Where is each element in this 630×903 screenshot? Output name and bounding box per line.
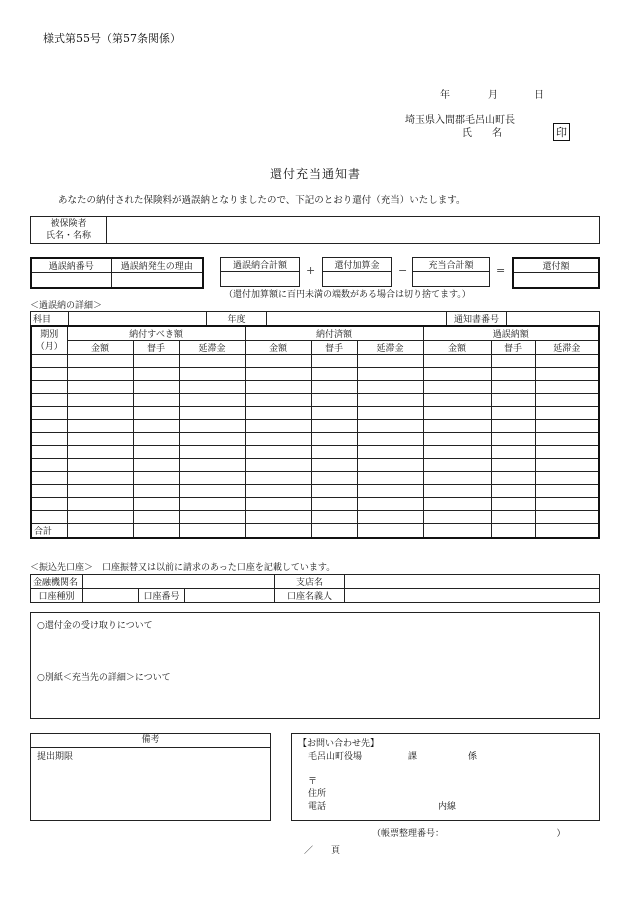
receipt-note: ○還付金の受け取りについて (37, 621, 153, 631)
detail-cell[interactable] (67, 394, 133, 407)
detail-cell[interactable] (31, 511, 67, 524)
detail-cell[interactable] (67, 420, 133, 433)
account-number-field[interactable] (185, 589, 275, 603)
detail-row (31, 485, 599, 498)
detail-cell[interactable] (31, 485, 67, 498)
detail-row (31, 459, 599, 472)
detail-cell[interactable] (535, 511, 599, 524)
detail-cell[interactable] (67, 407, 133, 420)
detail-cell[interactable] (535, 420, 599, 433)
detail-cell[interactable] (179, 407, 245, 420)
detail-cell[interactable] (31, 420, 67, 433)
detail-cell[interactable] (67, 472, 133, 485)
account-number-label: 口座番号 (139, 589, 185, 603)
detail-cell[interactable] (179, 472, 245, 485)
official-seal: 印 (553, 123, 570, 141)
account-holder-label: 口座名義人 (275, 589, 345, 603)
detail-cell[interactable] (423, 498, 491, 511)
detail-cell[interactable] (491, 498, 535, 511)
over-amount-header: 金額 (423, 341, 491, 355)
detail-cell[interactable] (535, 355, 599, 368)
detail-cell[interactable] (133, 381, 179, 394)
total-cell[interactable] (357, 524, 423, 539)
detail-cell[interactable] (357, 368, 423, 381)
subject-label: 科目 (31, 312, 69, 326)
detail-cell[interactable] (179, 433, 245, 446)
subject-field[interactable] (69, 312, 207, 326)
detail-cell[interactable] (357, 394, 423, 407)
total-cell[interactable] (535, 524, 599, 539)
detail-cell[interactable] (491, 355, 535, 368)
over-group-header: 過誤納額 (423, 326, 599, 341)
bank-heading: ＜振込先口座＞ 口座振替又は以前に請求のあった口座を記載しています。 (30, 563, 336, 573)
overpay-info-table (30, 257, 204, 289)
detail-table (30, 325, 600, 539)
detail-cell[interactable] (245, 394, 311, 407)
overpay-total-label: 過誤納合計額 (221, 258, 300, 272)
detail-cell[interactable] (31, 472, 67, 485)
issuer-name-label: 氏 名 (462, 128, 502, 139)
detail-cell[interactable] (357, 472, 423, 485)
detail-cell[interactable] (31, 459, 67, 472)
detail-cell[interactable] (245, 368, 311, 381)
page-number: ／ 頁 (304, 846, 341, 856)
detail-cell[interactable] (31, 394, 67, 407)
over-delinquency-header: 延滞金 (535, 341, 599, 355)
overpay-reason-label: 過誤納発生の理由 (111, 258, 203, 273)
detail-cell[interactable] (423, 446, 491, 459)
detail-cell[interactable] (31, 407, 67, 420)
minus-sign: − (398, 264, 408, 277)
detail-row (31, 498, 599, 511)
detail-cell[interactable] (423, 472, 491, 485)
detail-cell[interactable] (357, 420, 423, 433)
postal-label: 〒 (308, 777, 318, 787)
biko-box (30, 733, 271, 821)
institution-field[interactable] (83, 575, 275, 589)
due-reminder-header: 督手 (133, 341, 179, 355)
ka-label: 課 (408, 752, 418, 762)
detail-cell[interactable] (133, 420, 179, 433)
detail-row (31, 394, 599, 407)
office-name: 毛呂山町役場 (308, 752, 363, 762)
total-cell[interactable] (133, 524, 179, 539)
refund-addition-table (322, 257, 392, 287)
paid-delinquency-header: 延滞金 (357, 341, 423, 355)
detail-row (31, 472, 599, 485)
due-group-header: 納付すべき額 (67, 326, 245, 341)
detail-cell[interactable] (179, 355, 245, 368)
insured-label-line1: 被保険者 (50, 219, 87, 229)
detail-cell[interactable] (179, 381, 245, 394)
refund-amount-label: 還付額 (513, 258, 599, 273)
detail-cell[interactable] (423, 511, 491, 524)
detail-cell[interactable] (133, 407, 179, 420)
total-cell[interactable] (245, 524, 311, 539)
detail-cell[interactable] (67, 511, 133, 524)
detail-cell[interactable] (423, 433, 491, 446)
detail-cell[interactable] (423, 420, 491, 433)
detail-cell[interactable] (311, 459, 357, 472)
refund-amount-table (512, 257, 600, 289)
detail-cell[interactable] (357, 498, 423, 511)
detail-cell[interactable] (133, 498, 179, 511)
detail-cell[interactable] (423, 459, 491, 472)
detail-cell[interactable] (245, 446, 311, 459)
detail-cell[interactable] (535, 433, 599, 446)
detail-meta-table (30, 311, 600, 326)
detail-cell[interactable] (535, 394, 599, 407)
detail-cell[interactable] (245, 433, 311, 446)
overpay-reason-field[interactable] (111, 273, 203, 289)
detail-row (31, 407, 599, 420)
detail-cell[interactable] (357, 511, 423, 524)
detail-cell[interactable] (535, 446, 599, 459)
detail-cell[interactable] (357, 485, 423, 498)
detail-cell[interactable] (357, 446, 423, 459)
detail-cell[interactable] (311, 394, 357, 407)
detail-cell[interactable] (311, 420, 357, 433)
detail-cell[interactable] (423, 485, 491, 498)
total-cell[interactable] (311, 524, 357, 539)
intro-text: あなたの納付された保険料が過誤納となりましたので、下記のとおり還付（充当）いたします。 (58, 195, 466, 206)
issuer-title: 埼玉県入間郡毛呂山町長 (405, 115, 515, 126)
detail-cell[interactable] (535, 485, 599, 498)
refund-amount-field[interactable] (513, 273, 599, 289)
paid-reminder-header: 督手 (311, 341, 357, 355)
remarks-box (30, 612, 600, 719)
detail-cell[interactable] (423, 355, 491, 368)
detail-cell[interactable] (491, 407, 535, 420)
detail-cell[interactable] (245, 498, 311, 511)
detail-cell[interactable] (67, 381, 133, 394)
detail-cell[interactable] (179, 511, 245, 524)
detail-cell[interactable] (245, 459, 311, 472)
period-label (31, 326, 67, 355)
detail-cell[interactable] (179, 459, 245, 472)
detail-cell[interactable] (245, 511, 311, 524)
detail-cell[interactable] (491, 511, 535, 524)
detail-cell[interactable] (535, 368, 599, 381)
detail-cell[interactable] (179, 394, 245, 407)
detail-cell[interactable] (133, 459, 179, 472)
account-holder-field[interactable] (345, 589, 600, 603)
appropriation-total-table (412, 257, 490, 287)
detail-cell[interactable] (311, 498, 357, 511)
detail-cell[interactable] (357, 355, 423, 368)
insured-label-line2: 氏名・名称 (45, 231, 91, 241)
detail-cell[interactable] (491, 472, 535, 485)
detail-cell[interactable] (67, 459, 133, 472)
detail-cell[interactable] (67, 498, 133, 511)
contact-title: 【お問い合わせ先】 (298, 739, 380, 749)
overpay-number-field[interactable] (31, 273, 111, 289)
fiscal-year-label: 年度 (207, 312, 267, 326)
detail-cell[interactable] (491, 394, 535, 407)
document-title: 還付充当通知書 (270, 167, 362, 181)
detail-cell[interactable] (133, 355, 179, 368)
detail-row (31, 368, 599, 381)
detail-cell[interactable] (311, 446, 357, 459)
detail-cell[interactable] (357, 407, 423, 420)
extension-label: 内線 (438, 802, 457, 812)
detail-cell[interactable] (491, 433, 535, 446)
detail-cell[interactable] (491, 381, 535, 394)
detail-cell[interactable] (357, 459, 423, 472)
detail-cell[interactable] (311, 368, 357, 381)
detail-cell[interactable] (491, 420, 535, 433)
detail-row (31, 381, 599, 394)
phone-label: 電話 (308, 802, 327, 812)
branch-label: 支店名 (275, 575, 345, 589)
detail-cell[interactable] (535, 407, 599, 420)
detail-cell[interactable] (535, 472, 599, 485)
detail-cell[interactable] (133, 433, 179, 446)
notice-number-field[interactable] (507, 312, 600, 326)
detail-cell[interactable] (133, 472, 179, 485)
detail-cell[interactable] (31, 498, 67, 511)
detail-cell[interactable] (67, 368, 133, 381)
detail-cell[interactable] (535, 498, 599, 511)
detail-cell[interactable] (245, 485, 311, 498)
detail-cell[interactable] (179, 446, 245, 459)
detail-cell[interactable] (357, 381, 423, 394)
form-management-number: （帳票整理番号： ） (372, 829, 566, 839)
detail-cell[interactable] (311, 381, 357, 394)
detail-row (31, 355, 599, 368)
detail-row (31, 433, 599, 446)
overpay-total-table (220, 257, 300, 287)
detail-cell[interactable] (31, 381, 67, 394)
detail-cell[interactable] (245, 381, 311, 394)
notice-number-label: 通知書番号 (447, 312, 507, 326)
detail-cell[interactable] (179, 420, 245, 433)
detail-cell[interactable] (423, 394, 491, 407)
detail-cell[interactable] (245, 472, 311, 485)
detail-row (31, 420, 599, 433)
due-amount-header: 金額 (67, 341, 133, 355)
insured-label (31, 217, 107, 244)
address-label: 住所 (308, 789, 327, 799)
fiscal-year-field[interactable] (267, 312, 447, 326)
detail-row (31, 446, 599, 459)
detail-cell[interactable] (535, 381, 599, 394)
account-type-label: 口座種別 (31, 589, 83, 603)
detail-cell[interactable] (31, 368, 67, 381)
detail-cell[interactable] (133, 511, 179, 524)
deadline-label: 提出期限 (37, 752, 74, 762)
detail-cell[interactable] (535, 459, 599, 472)
detail-cell[interactable] (67, 355, 133, 368)
detail-cell[interactable] (245, 407, 311, 420)
contact-box (291, 733, 600, 821)
total-label: 合計 (31, 524, 67, 539)
detail-cell[interactable] (31, 433, 67, 446)
detail-cell[interactable] (491, 368, 535, 381)
branch-field[interactable] (345, 575, 600, 589)
date-month: 月 (488, 90, 498, 101)
detail-cell[interactable] (491, 485, 535, 498)
insured-table (30, 216, 600, 244)
detail-cell[interactable] (357, 433, 423, 446)
over-reminder-header: 督手 (491, 341, 535, 355)
date-day: 日 (534, 90, 544, 101)
overpay-total-field[interactable] (221, 272, 300, 287)
detail-cell[interactable] (245, 420, 311, 433)
detail-cell[interactable] (311, 485, 357, 498)
plus-sign: + (306, 264, 316, 277)
total-cell[interactable] (67, 524, 133, 539)
biko-title: 備考 (31, 734, 270, 748)
total-cell[interactable] (491, 524, 535, 539)
institution-label: 金融機関名 (31, 575, 83, 589)
kakari-label: 係 (468, 752, 478, 762)
paid-amount-header: 金額 (245, 341, 311, 355)
detail-cell[interactable] (311, 407, 357, 420)
detail-cell[interactable] (133, 485, 179, 498)
detail-cell[interactable] (311, 511, 357, 524)
appropriation-total-field[interactable] (413, 272, 490, 287)
summary-note: （還付加算額に百円未満の端数がある場合は切り捨てます。） (224, 290, 471, 300)
detail-cell[interactable] (133, 368, 179, 381)
account-type-field[interactable] (83, 589, 139, 603)
paid-group-header: 納付済額 (245, 326, 423, 341)
period-label-line1: 期別 (40, 329, 59, 340)
detail-cell[interactable] (133, 394, 179, 407)
appropriation-note: ○別紙＜充当先の詳細＞について (37, 673, 171, 683)
detail-cell[interactable] (491, 446, 535, 459)
detail-cell[interactable] (179, 498, 245, 511)
form-number: 様式第55号（第57条関係） (43, 32, 181, 45)
detail-cell[interactable] (179, 368, 245, 381)
detail-body (31, 355, 599, 524)
period-label-line2: （月） (35, 341, 63, 352)
detail-cell[interactable] (311, 472, 357, 485)
detail-cell[interactable] (31, 446, 67, 459)
detail-row (31, 511, 599, 524)
detail-cell[interactable] (491, 459, 535, 472)
detail-cell[interactable] (67, 485, 133, 498)
date-year: 年 (440, 90, 450, 101)
bank-table (30, 574, 600, 603)
detail-cell[interactable] (311, 433, 357, 446)
due-delinquency-header: 延滞金 (179, 341, 245, 355)
total-cell[interactable] (423, 524, 491, 539)
detail-cell[interactable] (67, 433, 133, 446)
appropriation-total-label: 充当合計額 (413, 258, 490, 272)
detail-cell[interactable] (423, 381, 491, 394)
detail-cell[interactable] (423, 368, 491, 381)
equals-sign: = (496, 264, 506, 277)
total-cell[interactable] (179, 524, 245, 539)
detail-heading: ＜過誤納の詳細＞ (30, 301, 103, 311)
detail-cell[interactable] (245, 355, 311, 368)
detail-cell[interactable] (133, 446, 179, 459)
refund-addition-label: 還付加算金 (323, 258, 392, 272)
detail-cell[interactable] (423, 407, 491, 420)
refund-addition-field[interactable] (323, 272, 392, 287)
insured-name-field[interactable] (107, 217, 600, 244)
detail-cell[interactable] (67, 446, 133, 459)
overpay-number-label: 過誤納番号 (31, 258, 111, 273)
detail-cell[interactable] (31, 355, 67, 368)
detail-cell[interactable] (179, 485, 245, 498)
detail-cell[interactable] (311, 355, 357, 368)
